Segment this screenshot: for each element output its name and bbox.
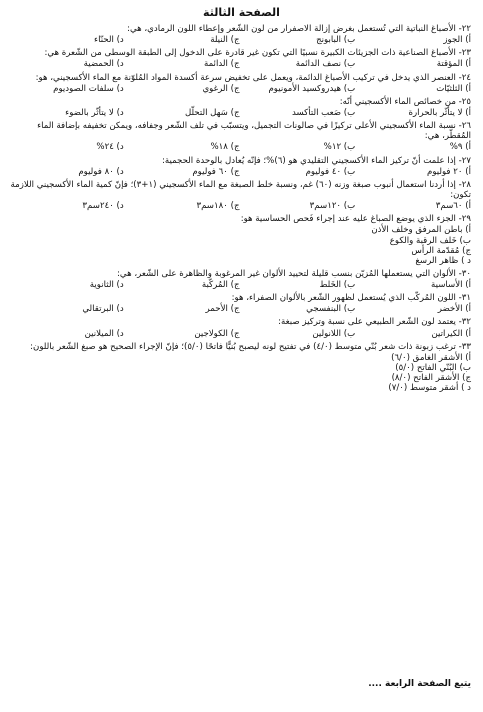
question-text: ٢٩- الجزء الذي يوضع الصباغ عليه عند إجراء فَحص الحساسية هو: (240, 214, 471, 225)
answer-options (10, 225, 473, 266)
answer-option: د) سلفات الصوديوم (53, 83, 124, 94)
answer-options (10, 201, 473, 211)
answer-option: أ) لا يتأثّر بالحرارة (408, 107, 471, 118)
answer-option: ب) البابونج (316, 35, 356, 46)
answer-option: د) البرتقالي (82, 304, 124, 315)
answer-option: أ) الثلثيّات (436, 83, 471, 94)
answer-option: أ) الأخضر (437, 304, 471, 315)
question-item (10, 73, 473, 94)
answer-option: ج) الرغوي (202, 83, 240, 94)
question-text: ٣٠- الألوان التي يستعملها المُزيّن بنسب قليلة لتحييد الألوان غير المرغوبة والظاهرة على الشّعر، هي: (117, 268, 471, 279)
answer-option: د) لا يتأثّر بالضوء (65, 107, 124, 118)
answer-options (10, 353, 473, 394)
answer-option: أ) ٩% (449, 142, 471, 153)
answer-option: ج) ٦٠ فوليوم (192, 166, 240, 177)
answer-option: ب) صَعب التأكسد (291, 107, 356, 118)
question-item (10, 293, 473, 314)
answer-option: د) الحنّاء (94, 35, 124, 46)
question-item (10, 24, 473, 45)
question-item (10, 121, 473, 152)
answer-option: ب) الخَلط (319, 280, 356, 291)
question-text: ٢٧- إذا علمت أنّ تركيز الماء الأكسجيني التقليدي هو (٦)%؛ فإنّه يُعادل بالوحدة الحجمية: (161, 155, 471, 166)
question-item (10, 156, 473, 177)
answer-options (10, 35, 473, 45)
answer-option: ب) البُنّي الفاتح (٥/٠) (395, 363, 471, 374)
answer-option: د) ٢٤٠سم٣ (82, 201, 124, 212)
answer-option: د) الثانوية (89, 280, 124, 291)
answer-option: ج) المُركّبة (201, 280, 240, 291)
answer-option: ب) البنفسجي (306, 304, 356, 315)
answer-option: د) ٨٠ فوليوم (78, 166, 124, 177)
answer-option: ب) ٤٠ فوليوم (305, 166, 356, 177)
exam-page (10, 7, 473, 698)
answer-option: أ) ٦٠سم٣ (435, 201, 471, 212)
question-item (10, 48, 473, 69)
question-item (10, 269, 473, 290)
answer-option: ج) ١٨% (210, 142, 240, 153)
answer-option: ب) هيدروكسيد الأمونيوم (268, 83, 356, 94)
answer-option: د) ٢٤% (96, 142, 124, 153)
answer-options (10, 329, 473, 339)
answer-option: ب) خَلف الرقبة والكوع (389, 235, 471, 246)
question-item (10, 342, 473, 394)
answer-option: ب) ١٢% (323, 142, 356, 153)
answer-option: ج) النيلة (210, 35, 240, 46)
continue-note: يتبع الصفحة الرابعة .... (368, 679, 471, 690)
question-text: ٢٥- من خصائص الماء الأكسجيني أنّه: (339, 96, 471, 107)
answer-option: أ) الأساسية (431, 280, 471, 291)
answer-options (10, 84, 473, 94)
answer-options (10, 108, 473, 118)
answer-option: ب) ١٢٠سم٣ (309, 201, 356, 212)
question-item (10, 214, 473, 266)
answer-option: ج) الأحمر (205, 304, 240, 315)
answer-option: أ) الأشقر الغامق (٦/٠) (391, 352, 471, 363)
question-text: ٢٣- الأصباغ الصناعية ذات الجزيئات الكبيرة نسبيًا التي تكون غير قادرة على الدخول إلى الطبقة الوسطى من الشّعرة هي: (44, 48, 471, 59)
answer-option: د ) ظاهر الرسغ (415, 255, 471, 266)
answer-option: ج) مُقدّمة الرأس (411, 245, 471, 256)
answer-option: أ) باطن المرفق وخلف الأذن (371, 225, 471, 236)
answer-option: ج) الكولاجين (194, 328, 240, 339)
answer-options (10, 304, 473, 314)
question-text: ٢٤- العنصر الذي يدخل في تركيب الأصباغ الدائمة، ويعمل على تخفيض سرعة أكسدة المواد المُلوّنة مع الماء الأكسجيني، هو: (35, 72, 471, 83)
answer-option: ج) سَهل التحلّل (184, 107, 240, 118)
answer-option: د) الميلانين (84, 328, 124, 339)
answer-option: أ) الكيراتين (431, 328, 471, 339)
question-text: ٣٢- يعتمد لون الشّعر الطبيعي على نسبة وتركيز صبغة: (278, 317, 471, 328)
answer-option: د ) أشقر متوسط (٧/٠) (388, 383, 471, 394)
answer-option: ب) نصف الدائمة (295, 59, 356, 70)
answer-options (10, 59, 473, 69)
answer-option: أ) ٢٠ فوليوم (427, 166, 471, 177)
answer-option: أ) المؤقتة (436, 59, 471, 70)
question-list (10, 24, 473, 394)
answer-option: أ) الجوز (443, 35, 471, 46)
answer-options (10, 280, 473, 290)
answer-option: ب) اللانولين (312, 328, 356, 339)
answer-option: د) الحمضية (83, 59, 124, 70)
answer-option: ج) الأشقر الفاتح (٨/٠) (391, 373, 471, 384)
answer-option: ج) ١٨٠سم٣ (196, 201, 240, 212)
page-title: الصفحة الثالثة (203, 6, 280, 19)
answer-option: ج) الدائمة (203, 59, 240, 70)
question-text: ٣١- اللون المُركّب الذي يُستعمل لظهور الشّعر بالألوان الصفراء، هو: (231, 293, 471, 304)
question-text: ٢٨- إذا أردنا استعمال أنبوب صبغة وزنه (٦٠) غم، ونسبة خلط الصبغة مع الماء الأكسجيني (١+٣)؛ فإنّ كمية الماء الأكسجيني اللازمة تكون: (10, 179, 471, 200)
question-item (10, 97, 473, 118)
question-text: ٢٢- الأصباغ النباتية التي تُستعمل بغرض إزالة الاصفرار من لون الشّعر وإعطاء اللون الرمادي، هي: (127, 23, 471, 34)
question-item (10, 317, 473, 338)
answer-options (10, 167, 473, 177)
answer-options (10, 142, 473, 152)
question-text: ٣٣- ترغب زبونة ذات شعر بُنّي متوسط (٤/٠) في تفتيح لونه ليصبح بُنيًّا فاتحًا (٥/٠)؛ فإنّ الإجراء الصحيح هو صبغ الشّعر باللون: (30, 341, 471, 352)
question-text: ٢٦- نسبة الماء الأكسجيني الأعلى تركيزًا في صالونات التجميل، ويتسبّب في تلف الشّعر وجفافه، ويمكن تخفيفه بإضافة الماء المُقطّر، هي: (37, 121, 471, 142)
question-item (10, 180, 473, 211)
